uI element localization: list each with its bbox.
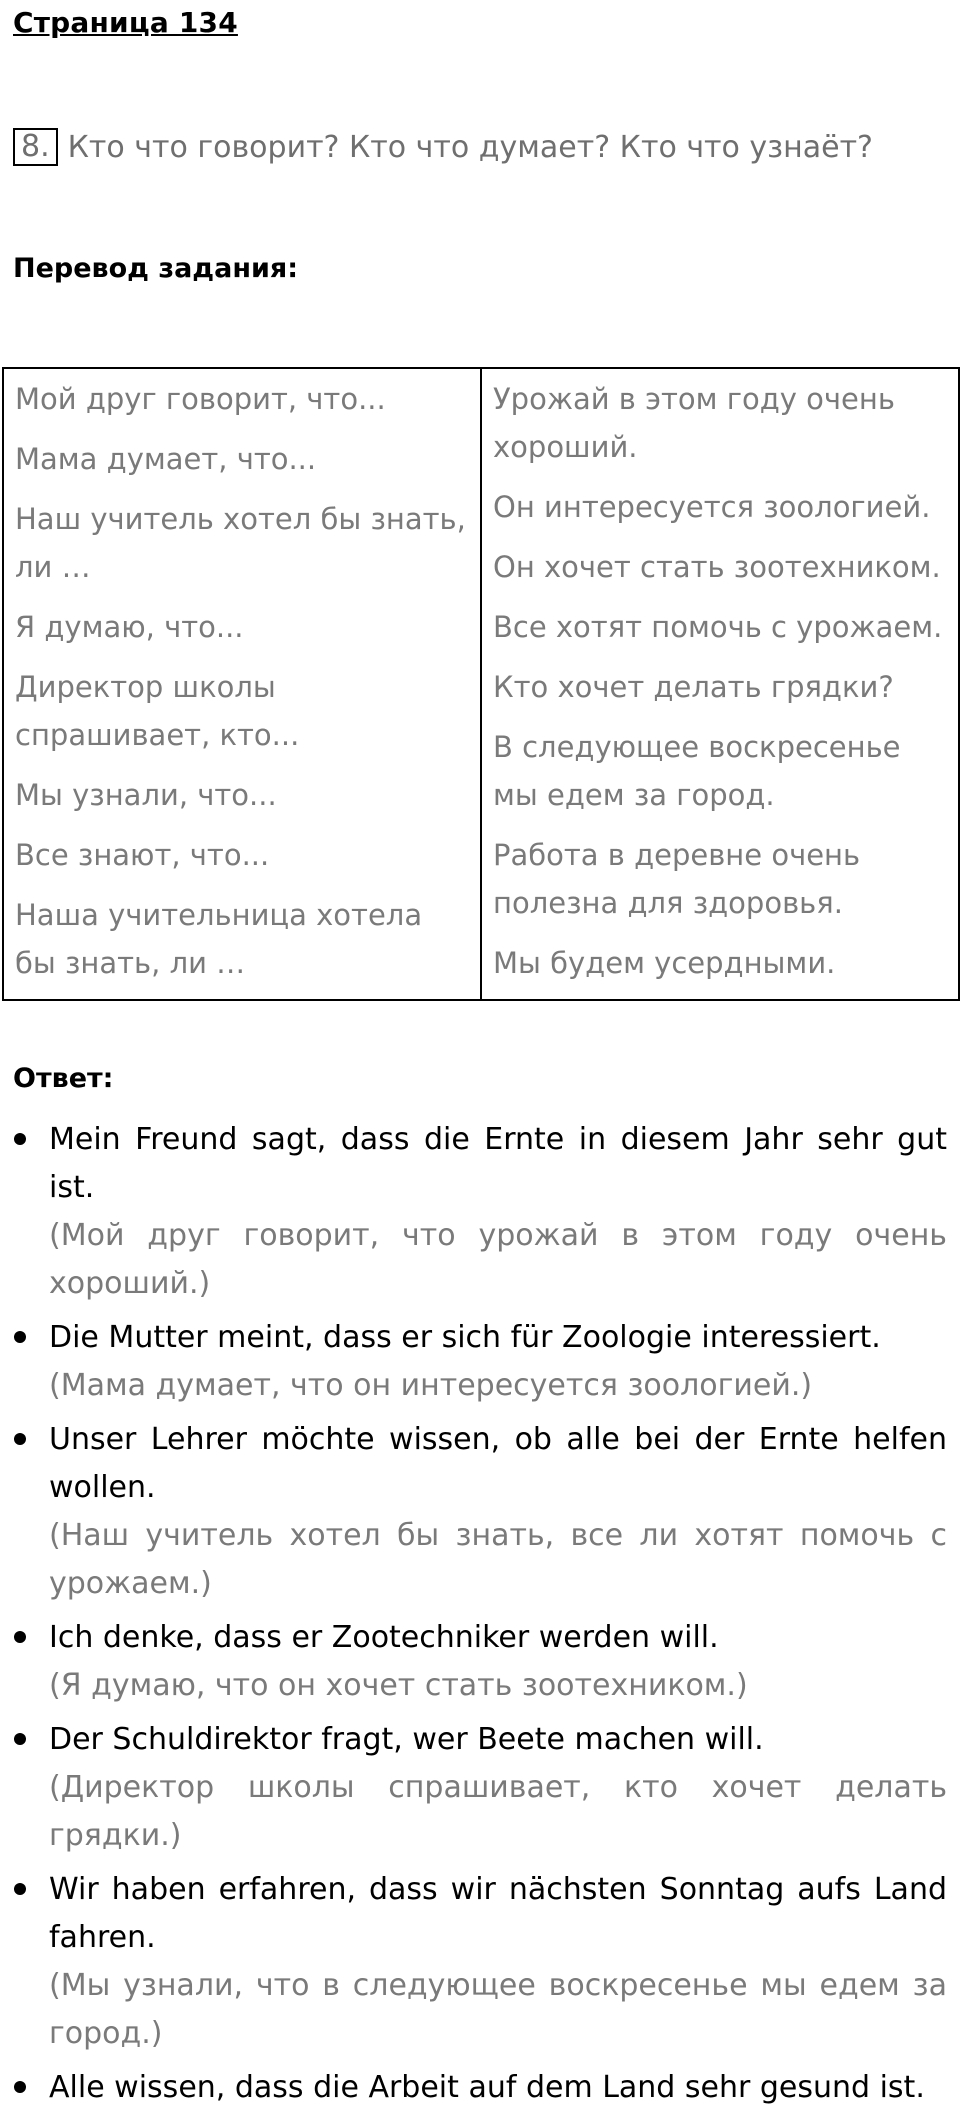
answer-german: Alle wissen, dass die Arbeit auf dem Land sehr gesund ist. (49, 2070, 925, 2105)
left-phrase: Наш учитель хотел бы знать, ли … (15, 502, 466, 584)
right-phrase: Работа в деревне очень полезна для здоровья. (493, 838, 861, 920)
answer-item (14, 1716, 947, 1860)
answer-russian: (Я думаю, что он хочет стать зоотехником.) (49, 1668, 748, 1703)
bullet-icon (14, 1883, 26, 1895)
answer-item (14, 1866, 947, 2058)
right-phrase: Урожай в этом году очень хороший. (493, 382, 895, 464)
left-phrase: Все знают, что... (15, 838, 270, 872)
right-column (481, 368, 959, 1000)
answer-russian: (Мой друг говорит, что урожай в этом году очень хороший.) (49, 1218, 947, 1301)
answer-russian: (Директор школы спрашивает, кто хочет делать грядки.) (49, 1770, 947, 1853)
page-title: Страница 134 (13, 6, 238, 39)
right-phrase: Кто хочет делать грядки? (493, 670, 894, 704)
bullet-icon (14, 1433, 26, 1445)
answer-russian: (Наш учитель хотел бы знать, все ли хотят помочь с урожаем.) (49, 1518, 947, 1601)
phrase-table (2, 367, 960, 1001)
right-phrase: Мы будем усердными. (493, 946, 836, 980)
answer-russian: (Мама думает, что он интересуется зоологией.) (49, 1368, 813, 1403)
answer-russian: (Мы узнали, что в следующее воскресенье мы едем за город.) (49, 1968, 947, 2051)
left-phrase: Мой друг говорит, что... (15, 382, 386, 416)
answer-heading: Ответ: (13, 1063, 114, 1094)
bullet-icon (14, 1631, 26, 1643)
answer-item (14, 1314, 947, 1410)
task-number-box: 8. (13, 128, 58, 166)
left-column (3, 368, 481, 1000)
bullet-icon (14, 2081, 26, 2093)
task-text: Кто что говорит? Кто что думает? Кто что узнаёт? (67, 129, 873, 165)
right-phrase: В следующее воскресенье мы едем за город. (493, 730, 901, 812)
left-phrase: Мама думает, что... (15, 442, 317, 476)
task-line (13, 128, 873, 166)
left-phrase: Я думаю, что... (15, 610, 244, 644)
answer-german: Die Mutter meint, dass er sich für Zoologie interessiert. (49, 1320, 881, 1355)
answer-german: Ich denke, dass er Zootechniker werden will. (49, 1620, 719, 1655)
answer-german: Mein Freund sagt, dass die Ernte in diesem Jahr sehr gut ist. (49, 1122, 947, 1205)
answer-item (14, 1416, 947, 1608)
bullet-icon (14, 1331, 26, 1343)
answer-german: Unser Lehrer möchte wissen, ob alle bei der Ernte helfen wollen. (49, 1422, 947, 1505)
right-phrase: Он интересуется зоологией. (493, 490, 931, 524)
answer-item (14, 2064, 947, 2112)
left-phrase: Наша учительница хотела бы знать, ли … (15, 898, 423, 980)
left-phrase: Мы узнали, что... (15, 778, 277, 812)
answer-german: Der Schuldirektor fragt, wer Beete machen will. (49, 1722, 764, 1757)
left-phrase: Директор школы спрашивает, кто... (15, 670, 300, 752)
answer-german: Wir haben erfahren, dass wir nächsten Sonntag aufs Land fahren. (49, 1872, 947, 1955)
right-phrase: Он хочет стать зоотехником. (493, 550, 941, 584)
bullet-icon (14, 1133, 26, 1145)
translation-heading: Перевод задания: (13, 253, 299, 284)
answer-item (14, 1614, 947, 1710)
answer-list (14, 1116, 947, 2118)
answer-item (14, 1116, 947, 1308)
right-phrase: Все хотят помочь с урожаем. (493, 610, 943, 644)
bullet-icon (14, 1733, 26, 1745)
